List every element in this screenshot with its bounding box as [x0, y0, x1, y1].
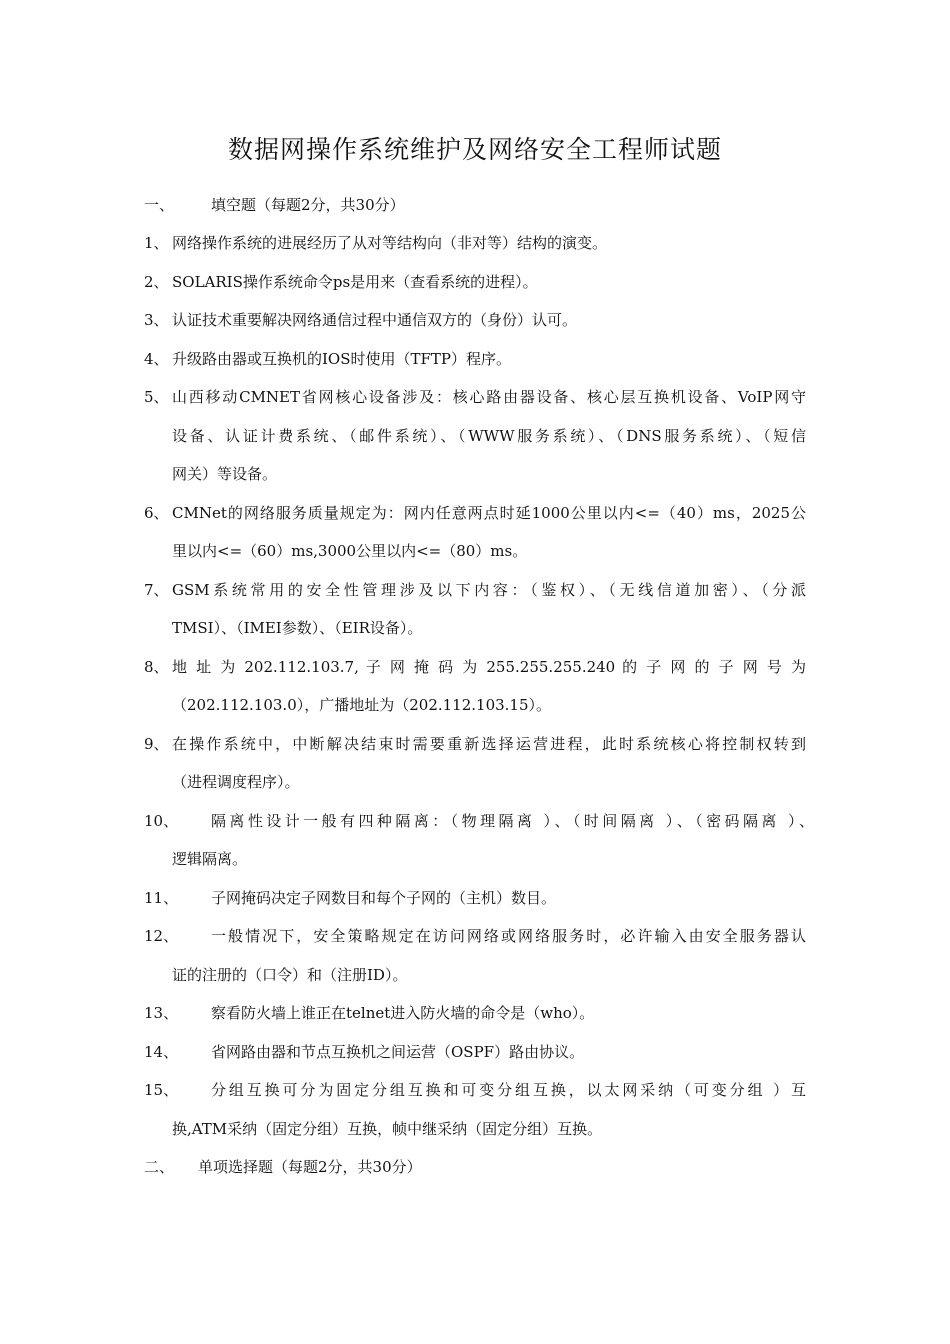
question-text-continued: 网关）等设备。: [172, 465, 278, 483]
question-number: 13、: [144, 1004, 179, 1022]
question-number: 12、: [144, 927, 179, 945]
section-number: 一、: [144, 196, 175, 214]
question-text: 认证技术重要解决网络通信过程中通信双方的（身份）认可。: [172, 311, 578, 329]
section-number: 二、: [144, 1158, 175, 1176]
question-text-continued: 证的注册的（口令）和（注册ID）。: [172, 966, 408, 984]
section-heading: 填空题（每题2分，共30分）: [211, 196, 405, 214]
question-number: 10、: [144, 812, 179, 830]
question-number: 6、: [144, 504, 169, 522]
question-text-continued: 逻辑隔离。: [172, 850, 248, 868]
question-text: 升级路由器或互换机的IOS时使用（TFTP）程序。: [172, 350, 512, 368]
question-number: 2、: [144, 273, 169, 291]
document-title: 数据网操作系统维护及网络安全工程师试题: [227, 135, 722, 164]
section-heading: 单项选择题（每题2分，共30分）: [198, 1158, 422, 1176]
question-number: 15、: [144, 1081, 179, 1099]
question-text: GSM系统常用的安全性管理涉及以下内容：（鉴权）、（无线信道加密）、（分派: [172, 581, 806, 599]
question-text: 一般情况下，安全策略规定在访问网络或网络服务时，必许输入由安全服务器认: [211, 927, 806, 945]
question-text: 察看防火墙上谁正在telnet进入防火墙的命令是（who）。: [211, 1004, 595, 1022]
question-text-continued: 设备、认证计费系统、（邮件系统）、（WWW服务系统）、（DNS服务系统）、（短信: [172, 427, 806, 445]
question-text: 网络操作系统的进展经历了从对等结构向（非对等）结构的演变。: [172, 234, 608, 252]
question-number: 7、: [144, 581, 169, 599]
question-text: CMNet的网络服务质量规定为：网内任意两点时延1000公里以内<=（40）ms，2025公: [172, 504, 806, 522]
question-text: SOLARIS操作系统命令ps是用来（查看系统的进程）。: [172, 273, 538, 291]
question-text-continued: TMSI）、（IMEI参数）、（EIR设备）。: [172, 619, 423, 637]
question-number: 9、: [144, 735, 169, 753]
question-text-continued: 换,ATM采纳（固定分组）互换，帧中继采纳（固定分组）互换。: [172, 1120, 603, 1138]
question-text: 省网路由器和节点互换机之间运营（OSPF）路由协议。: [211, 1043, 585, 1061]
question-text-continued: 里以内<=（60）ms,3000公里以内<=（80）ms。: [172, 542, 528, 560]
question-text-continued: （202.112.103.0），广播地址为（202.112.103.15）。: [172, 696, 552, 714]
question-number: 4、: [144, 350, 169, 368]
question-number: 1、: [144, 234, 169, 252]
question-text: 在操作系统中，中断解决结束时需要重新选择运营进程，此时系统核心将控制权转到: [172, 735, 806, 753]
question-text: 地 址 为 202.112.103.7, 子 网 掩 码 为 255.255.255.240 的 子 网 的 子 网 号 为: [172, 658, 806, 676]
question-text: 山西移动CMNET省网核心设备涉及：核心路由器设备、核心层互换机设备、VoIP网守: [172, 388, 806, 406]
question-number: 3、: [144, 311, 169, 329]
question-text: 子网掩码决定子网数目和每个子网的（主机）数目。: [211, 889, 557, 907]
question-number: 14、: [144, 1043, 179, 1061]
question-text: 隔离性设计一般有四种隔离：（物理隔离 ）、（时间隔离 ）、（密码隔离 ）、: [211, 812, 814, 830]
question-text-continued: （进程调度程序）。: [172, 773, 300, 791]
question-number: 11、: [144, 889, 179, 907]
question-number: 8、: [144, 658, 169, 676]
question-text: 分组互换可分为固定分组互换和可变分组互换，以太网采纳（可变分组 ）互: [211, 1081, 806, 1099]
question-number: 5、: [144, 388, 169, 406]
